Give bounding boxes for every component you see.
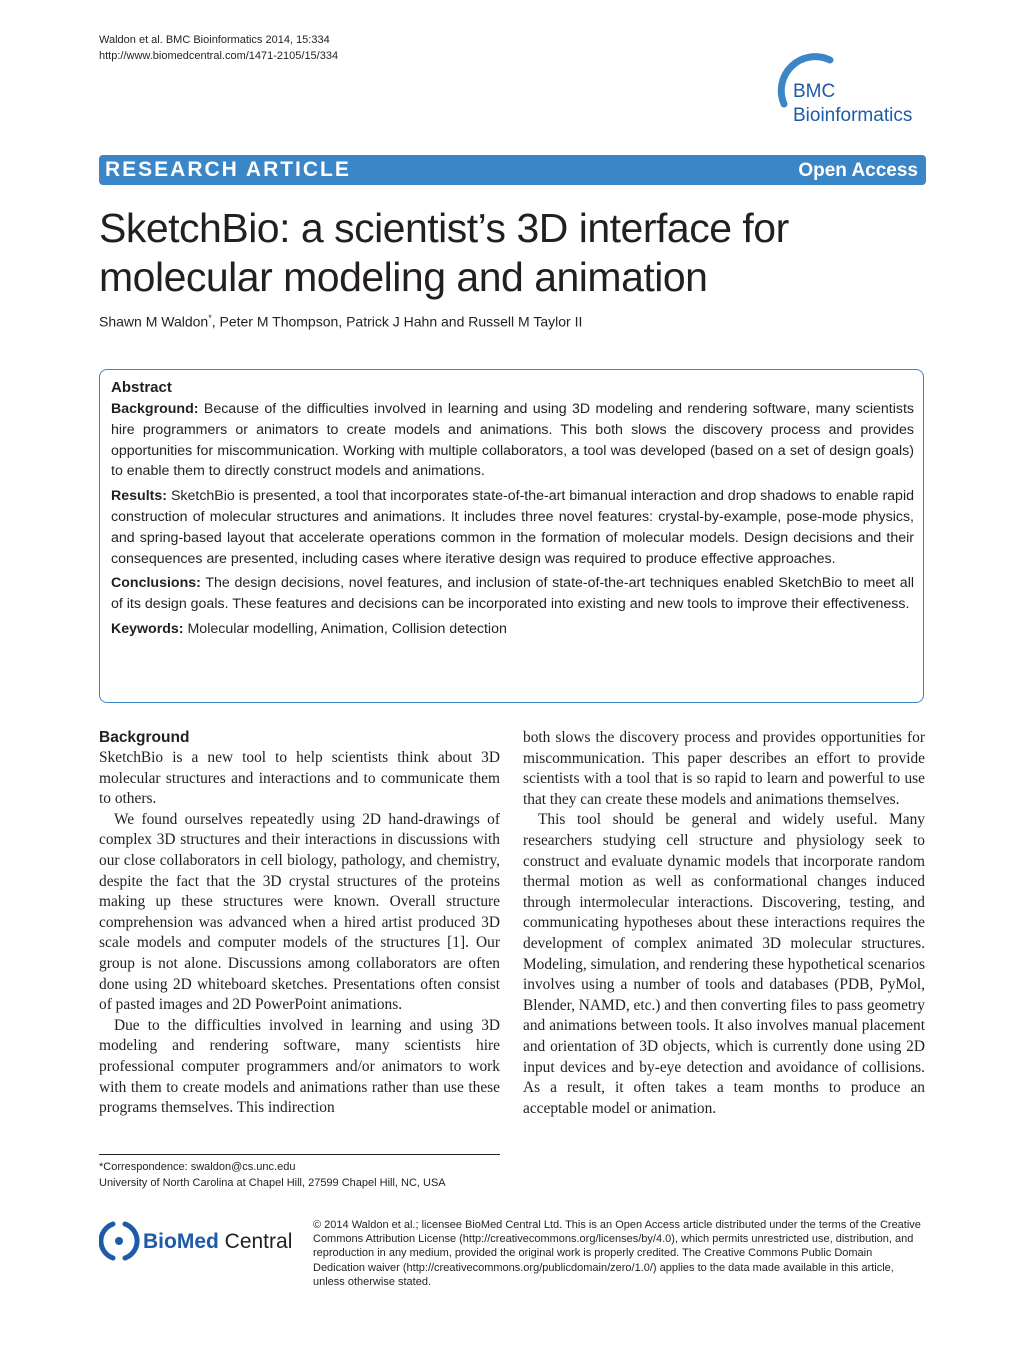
abstract-conclusions	[111, 573, 914, 615]
abstract-results	[111, 486, 914, 569]
article-type-label: RESEARCH ARTICLE	[105, 158, 351, 181]
body-column-left	[99, 728, 500, 1119]
biomed-central-mark-icon	[101, 1224, 137, 1258]
body-paragraph: both slows the discovery process and provides opportunities for miscommunication. This paper describes an effort to provide scientists with a tool that is so rapid to learn and powerful to use that they can create these models and animations themselves.	[523, 729, 925, 808]
abstract-box	[99, 369, 924, 703]
abstract-results-text: SketchBio is presented, a tool that incorporates state-of-the-art bimanual interaction and drop shadows to enable rapid construction of molecular structures and animations. It includes three novel features: crystal-by-example, pose-mode physics, and spring-based layout that accelerate operations common in the formation of molecular models. Design decisions and their consequences are presented, including cases where iterative design was required to produce effective approaches.	[111, 488, 914, 567]
open-access-label: Open Access	[798, 160, 918, 181]
footnote	[99, 1159, 446, 1191]
correspondence-email[interactable]: *Correspondence: swaldon@cs.unc.edu	[99, 1161, 296, 1173]
corresponding-author: Shawn M Waldon	[99, 313, 209, 330]
biomed-central-logo	[99, 1218, 294, 1264]
abstract-background	[111, 399, 914, 482]
footnote-divider	[99, 1154, 500, 1155]
license-notice: © 2014 Waldon et al.; licensee BioMed Central Ltd. This is an Open Access article distributed under the terms of the Creative Commons Attribution License (http://creativecommons.org/licenses/by/4.0), which permits unrestricted use, distribution, and reproduction in any medium, provided the original work is properly credited. The Creative Commons Public Domain Dedication waiver (http://creativecommons.org/publicdomain/zero/1.0/) applies to the data made available in this article, unless otherwise stated.	[313, 1219, 921, 1288]
abstract-results-label: Results:	[111, 488, 167, 505]
keywords-text: Molecular modelling, Animation, Collision detection	[187, 620, 507, 637]
section-heading-background: Background	[99, 729, 190, 746]
abstract-heading: Abstract	[111, 379, 172, 396]
logo-biomed-text: BioMed	[143, 1230, 219, 1253]
body-column-right	[523, 728, 925, 1119]
abstract-background-label: Background:	[111, 401, 199, 417]
body-paragraph: Due to the difficulties involved in learning and using 3D modeling and rendering software, many scientists hire professional computer programmers and/or animators to work with them to create models and animations rather than use these programs themselves. This indirection	[99, 1016, 500, 1117]
article-type-banner	[99, 155, 926, 185]
affiliation: University of North Carolina at Chapel Hill, 27599 Chapel Hill, NC, USA	[99, 1177, 446, 1189]
coauthors: , Peter M Thompson, Patrick J Hahn and Russell M Taylor II	[211, 313, 583, 330]
article-url[interactable]: http://www.biomedcentral.com/1471-2105/15/334	[99, 50, 339, 62]
body-paragraph: SketchBio is a new tool to help scientists think about 3D molecular structures and interactions and to communicate them to others.	[99, 749, 500, 808]
journal-logo-name: Bioinformatics	[793, 105, 913, 126]
author-list	[99, 313, 582, 330]
body-paragraph: We found ourselves repeatedly using 2D hand-drawings of complex 3D structures and their interactions in discussions with our close collaborators in cell biology, pathology, and chemistry, despite the fact that the 3D crystal structures of the proteins making up these structures were known. Overall structure comprehension was advanced when a hired artist produced 3D scale models and computer models of the structures [1]. Our group is not alone. Discussions among collaborators are often done using 2D whiteboard sketches. Presentations often consist of pasted images and 2D PowerPoint animations.	[99, 810, 500, 1014]
citation-line: Waldon et al. BMC Bioinformatics 2014, 15:334	[99, 34, 330, 46]
body-paragraph: This tool should be general and widely useful. Many researchers studying cell structure and physiology seek to construct and evaluate dynamic models that incorporate random thermal motion as well as conformational changes induced through intermolecular interactions. Discovering, testing, and communicating hypotheses about these interactions requires the development of complex animated 3D molecular structures. Modeling, simulation, and rendering these hypothetical scenarios involves using a number of tools and databases (PDB, PyMol, Blender, NAMD, etc.) and then converting files to pass geometry and animations between tools. It also involves manual placement and orientation of 3D objects, which is currently done using 2D input devices and by-eye detection and avoidance of collisions. As a result, it often takes a team months to produce an acceptable model or animation.	[523, 811, 925, 1117]
correspondence-mark: *	[208, 313, 212, 323]
abstract-background-text: Because of the difficulties involved in learning and using 3D modeling and rendering software, many scientists hire programmers or animators to create models and animations. This both slows the discovery process and provides opportunities for miscommunication. Working with multiple collaborators, a tool was developed (based on a set of design goals) to enable them to directly construct models and animations.	[111, 401, 914, 480]
svg-text:BioMed Central	[143, 1230, 292, 1253]
keywords-label: Keywords:	[111, 620, 184, 637]
abstract-conclusions-text: The design decisions, novel features, and inclusion of state-of-the-art techniques enabled SketchBio to meet all of its design goals. These features and decisions can be incorporated into existing and new tools to improve their effectiveness.	[111, 575, 914, 613]
article-title: SketchBio: a scientist’s 3D interface for molecular modeling and animation	[99, 205, 789, 300]
citation-header	[99, 32, 338, 64]
journal-logo-bmc: BMC	[793, 81, 836, 102]
abstract-keywords	[111, 619, 914, 640]
abstract-conclusions-label: Conclusions:	[111, 575, 201, 592]
logo-central-text: Central	[218, 1230, 293, 1253]
